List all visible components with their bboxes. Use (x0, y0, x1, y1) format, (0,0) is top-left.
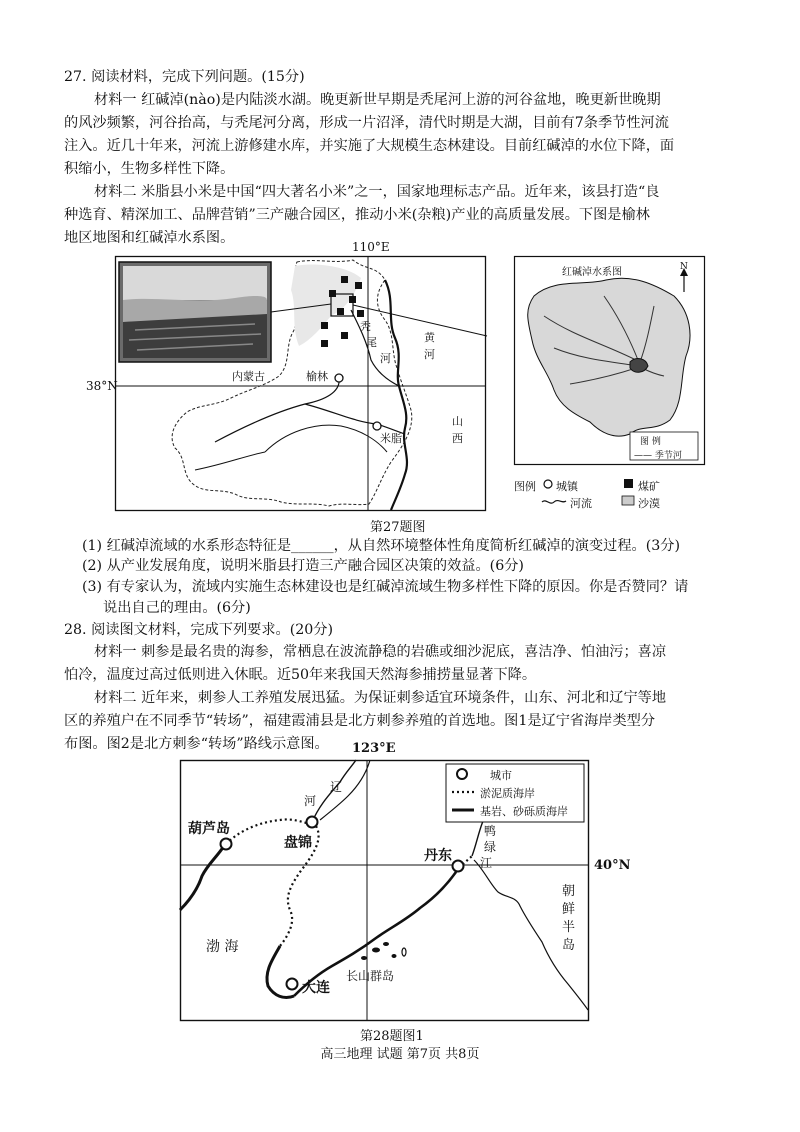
coal-mine (321, 340, 328, 347)
page-footer: 高三地理 试题 第7页 共8页 (320, 1047, 480, 1062)
liaohe-label-1: 辽 (330, 780, 343, 794)
hongjiannao-lake (630, 359, 648, 373)
coal-mine (357, 310, 364, 317)
inset-map (514, 256, 706, 466)
dalian-label: 大连 (302, 980, 330, 996)
inner-mongolia-label: 内蒙古 (232, 370, 265, 383)
inset-legend-title: 图 例 (640, 437, 661, 447)
legend-desert-symbol (622, 496, 634, 505)
yulin-label: 榆林 (306, 370, 328, 383)
q28-material-2-line-2: 区的养殖户在不同季节“转场”，福建霞浦县是北方刺参养殖的首选地。图1是辽宁省海岸类型分 (64, 713, 656, 729)
map28-longitude-label: 123°E (352, 741, 396, 756)
changshan-label: 长山群岛 (346, 969, 395, 983)
legend-coal-symbol (624, 479, 633, 488)
dalian-city (287, 979, 298, 990)
huanghe-label-2: 河 (424, 348, 435, 361)
yalu-label-1: 鸭 (484, 824, 497, 838)
coal-mine (341, 332, 348, 339)
q28-material-1-line-2: 怕冷，温度过高过低则进入休眠。近50年来我国天然海参捕捞量显著下降。 (64, 667, 537, 683)
q28-material-1-line-1: 材料一 刺参是最名贵的海参，常栖息在波流静稳的岩礁或细沙泥底，喜洁净、怕油污；喜凉 (94, 644, 667, 660)
figure-27-caption: 第27题图 (370, 520, 426, 535)
map27-legend-title: 图例 (514, 480, 536, 493)
changshan-island (402, 948, 406, 956)
huludao-label: 葫芦岛 (188, 821, 230, 837)
dandong-label: 丹东 (424, 848, 452, 864)
changshan-island (383, 942, 389, 946)
panjin-label: 盘锦 (284, 835, 312, 851)
q27-material-1-line-4: 积缩小，生物多样性下降。 (64, 161, 235, 177)
map27-frame (115, 256, 487, 512)
tuwei-label-2: 尾 (366, 336, 377, 349)
yalu-label-2: 绿 (484, 840, 497, 854)
legend-coal-label: 煤矿 (638, 480, 660, 493)
q27-material-2-line-2: 种选育、精深加工、品牌营销”三产融合园区，推动小米(杂粮)产业的高质量发展。下图是榆林 (64, 207, 650, 223)
map27-main-map (0, 0, 800, 300)
legend-mud-label: 淤泥质海岸 (480, 787, 535, 800)
q28-heading: 28. 阅读图文材料，完成下列要求。(20分) (64, 622, 334, 638)
inset-title: 红碱淖水系图 (562, 267, 622, 278)
huludao-city (221, 839, 232, 850)
q27-material-2-line-1: 材料二 米脂县小米是中国“四大著名小米”之一，国家地理标志产品。近年来，该县打造“良 (94, 184, 660, 200)
huanghe-label-1: 黄 (424, 331, 435, 344)
legend-town-label: 城镇 (556, 480, 578, 493)
legend-river-symbol (542, 501, 566, 504)
figure-28-caption: 第28题图1 (360, 1029, 424, 1044)
mizhi-label: 米脂 (380, 432, 402, 445)
q27-material-1-line-3: 注入。近几十年来，河流上游修建水库，并实施了大规模生态林建设。目前红碱淖的水位下降，面 (64, 138, 675, 154)
legend-city-symbol (457, 769, 467, 779)
legend-river-label: 河流 (570, 497, 592, 510)
legend-desert-label: 沙漠 (638, 497, 660, 510)
q27-material-2-line-3: 地区地图和红碱淖水系图。 (64, 230, 235, 246)
rock-coast-west (180, 846, 224, 910)
changshan-island (361, 956, 367, 960)
inset-legend-item: —— 季节河 (634, 451, 682, 461)
wuding-river (215, 378, 405, 442)
panjin-city (307, 817, 318, 828)
map28-latitude-label: 40°N (594, 858, 631, 873)
shanxi-label-1: 山 (452, 415, 463, 428)
q27-material-1-line-1: 材料一 红碱淖(nào)是内陆淡水湖。晚更新世早期是秃尾河上游的河谷盆地，晚更新世晚期 (94, 92, 661, 108)
changshan-island (372, 948, 380, 953)
coal-mine (321, 322, 328, 329)
bohai-label: 渤 海 (206, 939, 239, 955)
korea-label-2: 鲜 (562, 902, 576, 917)
shanxi-label-2: 西 (452, 432, 463, 445)
q27-question-3: (3) 有专家认为，流域内实施生态林建设也是红碱淖流域生物多样性下降的原因。你是否赞同？请 (82, 579, 689, 595)
liaohe-label-2: 河 (304, 794, 317, 808)
tuwei-label-1: 秃 (360, 320, 371, 333)
inset-north-label: N (680, 262, 688, 272)
legend-rock-label: 基岩、砂砾质海岸 (480, 805, 568, 818)
q27-question-3-cont: 说出自己的理由。(6分) (103, 600, 251, 616)
map27-latitude-label: 38°N (86, 379, 118, 393)
q27-material-1-line-2: 的风沙频繁，河谷抬高，与秃尾河分离，形成一片沼泽，清代时期是大湖，目前有7条季节性河流 (64, 115, 669, 131)
changshan-island (392, 954, 397, 958)
coal-mine (337, 308, 344, 315)
q27-question-1: (1) 红碱淖流域的水系形态特征是______，从自然环境整体性角度简析红碱淖的演变过程。(3分) (82, 538, 681, 554)
q27-question-2: (2) 从产业发展角度，说明米脂县打造三产融合园区决策的效益。(6分) (82, 558, 524, 574)
korea-label-3: 半 (562, 920, 576, 935)
coal-mine (341, 276, 348, 283)
q27-heading: 27. 阅读材料，完成下列问题。(15分) (64, 69, 305, 85)
q28-material-2-line-1: 材料二 近年来，刺参人工养殖发展迅猛。为保证刺参适宜环境条件，山东、河北和辽宁等地 (94, 690, 667, 706)
korea-label-4: 岛 (562, 938, 576, 953)
map27-longitude-label: 110°E (352, 240, 390, 254)
q28-material-2-line-3: 布图。图2是北方刺参“转场”路线示意图。 (64, 736, 329, 752)
coal-mine (355, 282, 362, 289)
yulin-town (335, 374, 343, 382)
tuwei-label-3: 河 (380, 352, 391, 365)
yalu-label-3: 江 (480, 856, 493, 870)
korea-label-1: 朝 (562, 884, 576, 899)
legend-city-label: 城市 (490, 769, 512, 782)
mizhi-town (373, 422, 381, 430)
legend-town-symbol (544, 480, 552, 488)
dandong-city (453, 861, 464, 872)
